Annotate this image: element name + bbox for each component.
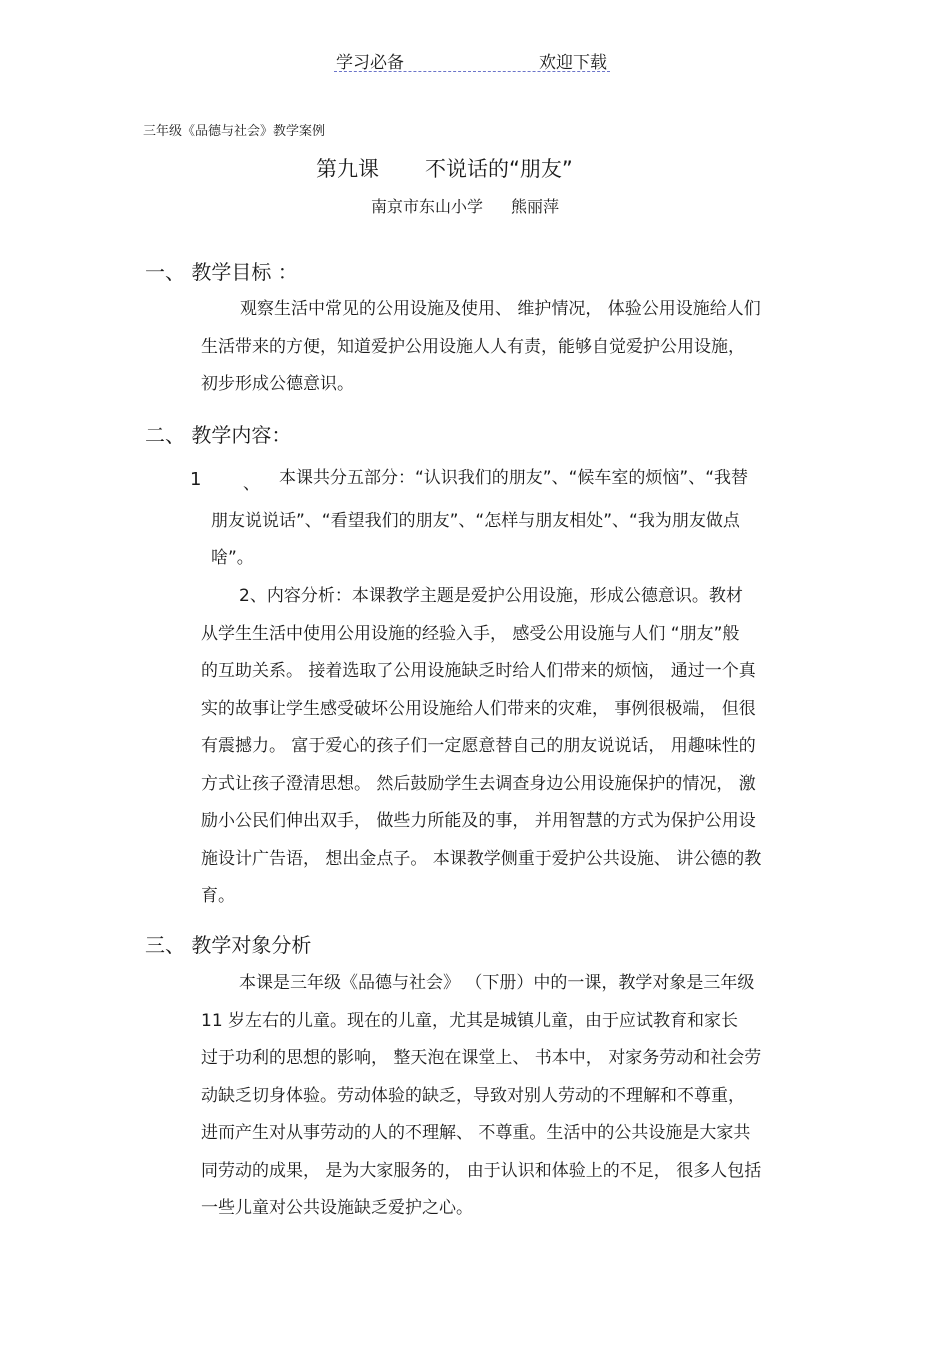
paragraph-line: 育。 (201, 886, 235, 906)
section-body-content-item2 (201, 578, 761, 916)
section-body-goals (201, 291, 761, 404)
paragraph-line: 方式让孩子澄清思想。 然后鼓励学生去调查身边公用设施保护的情况， 激 (201, 773, 756, 794)
paragraph-line: 有震撼力。 富于爱心的孩子们一定愿意替自己的朋友说说话， 用趣味性的 (201, 736, 756, 756)
paragraph-line: 本课是三年级《品德与社会》 （下册）中的一课，教学对象是三年级 (239, 973, 755, 993)
header-right-text: 欢迎下载 (539, 53, 607, 73)
header-left-text: 学习必备 (336, 53, 404, 73)
title-lesson-number: 第九课 (316, 157, 379, 181)
paragraph-line: 初步形成公德意识。 (201, 374, 354, 394)
paragraph-line: 从学生生活中使用公用设施的经验入手， 感受公用设施与人们 “朋友”般 (201, 623, 740, 644)
paragraph-line: 励小公民们伸出双手， 做些力所能及的事， 并用智慧的方式为保护公用设 (201, 811, 756, 831)
section-body-content-item1 (211, 460, 748, 578)
paragraph-line: 过于功利的思想的影响， 整天泡在课堂上、 书本中， 对家务劳动和社会劳 (201, 1048, 762, 1068)
paragraph-line: 生活带来的方便，知道爱护公用设施人人有责，能够自觉爱护公用设施， (201, 336, 745, 357)
author-line (371, 194, 559, 217)
paragraph-line: 啥”。 (211, 548, 254, 568)
paragraph-line: 本课共分五部分：“认识我们的朋友”、“候车室的烦恼”、“我替 (279, 468, 749, 488)
paragraph-line: 11 岁左右的儿童。现在的儿童，尤其是城镇儿童，由于应试教育和家长 (201, 1010, 739, 1031)
section-heading-content: 二、 教学内容： (145, 423, 292, 447)
subject-line: 三年级《品德与社会》教学案例 (143, 124, 326, 139)
author-school: 南京市东山小学 (371, 197, 484, 216)
paragraph-line: 朋友说说话”、“看望我们的朋友”、“怎样与朋友相处”、“我为朋友做点 (211, 510, 740, 531)
section-heading-learners: 三、 教学对象分析 (145, 933, 312, 957)
paragraph-line: 2、内容分析：本课教学主题是爱护公用设施，形成公德意识。教材 (239, 586, 743, 606)
author-name: 熊丽萍 (511, 197, 560, 216)
paragraph-line: 一些儿童对公共设施缺乏爱护之心。 (201, 1198, 473, 1218)
paragraph-line: 同劳动的成果， 是为大家服务的， 由于认识和体验上的不足， 很多人包括 (201, 1160, 762, 1181)
section-body-learners (201, 965, 761, 1228)
paragraph-line: 实的故事让学生感受破坏公用设施给人们带来的灾难， 事例很极端， 但很 (201, 698, 756, 719)
paragraph-line: 观察生活中常见的公用设施及使用、 维护情况， 体验公用设施给人们 (240, 299, 761, 319)
section-heading-goals: 一、 教学目标 ： (145, 260, 298, 284)
paragraph-line: 进而产生对从事劳动的人的不理解、 不尊重。生活中的公共设施是大家共 (201, 1123, 751, 1143)
header-dashed-underline (334, 71, 610, 72)
page-title (316, 153, 573, 183)
title-lesson-name: 不说话的“朋友” (425, 157, 573, 181)
paragraph-line: 的互助关系。 接着选取了公用设施缺乏时给人们带来的烦恼， 通过一个真 (201, 661, 756, 681)
paragraph-line: 动缺乏切身体验。劳动体验的缺乏，导致对别人劳动的不理解和不尊重， (201, 1085, 745, 1106)
paragraph-line: 施设计广告语， 想出金点子。 本课教学侧重于爱护公共设施、 讲公德的教 (201, 848, 762, 869)
list-item-separator: 、 (243, 474, 260, 494)
list-item-number: 1 (190, 469, 202, 490)
